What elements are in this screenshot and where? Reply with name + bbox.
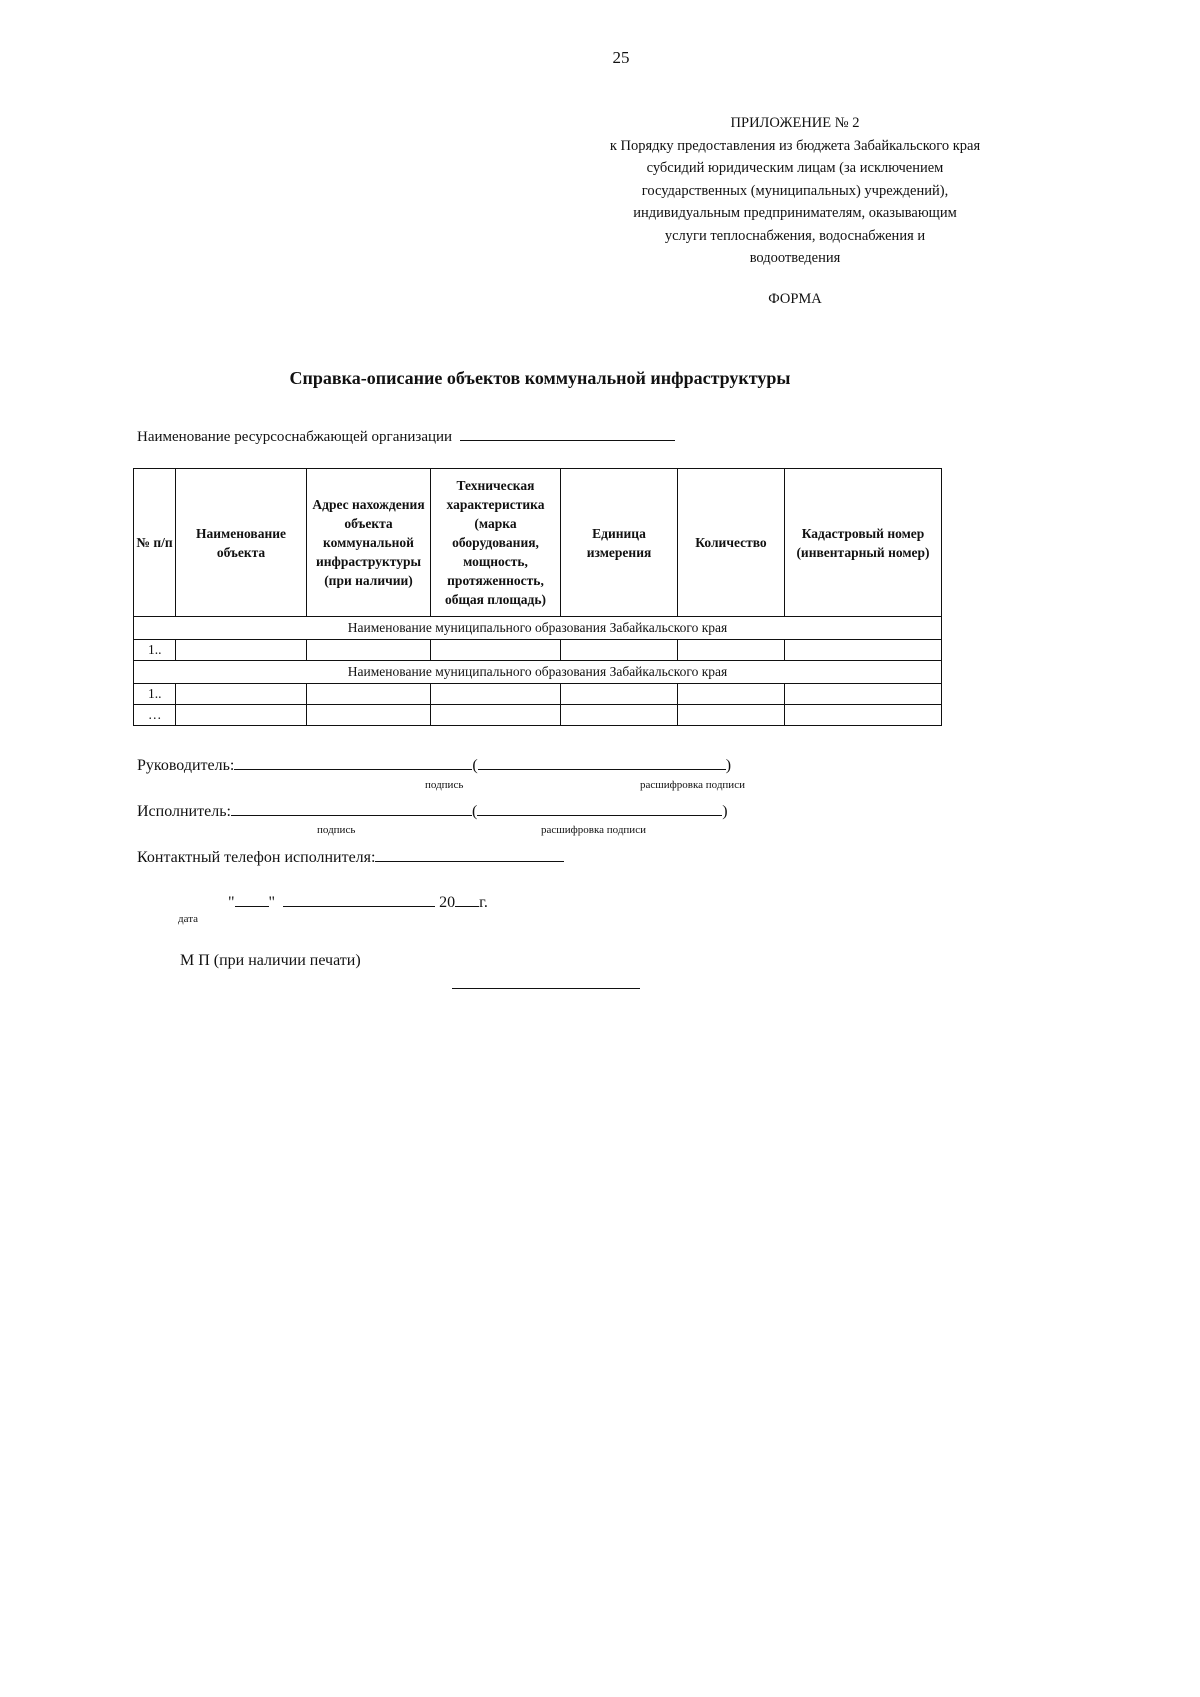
date-quote: " <box>268 894 276 911</box>
executor-decoding-blank[interactable] <box>477 800 722 816</box>
table-row <box>134 684 942 705</box>
executor-signature-line <box>137 800 728 821</box>
executor-label: Исполнитель: <box>137 803 231 820</box>
date-caption: дата <box>178 913 199 925</box>
table-cell[interactable] <box>678 640 785 661</box>
appendix-line: водоотведения <box>749 250 841 266</box>
phone-label: Контактный телефон исполнителя: <box>137 849 376 866</box>
objects-table <box>133 468 942 726</box>
row-number: 1.. <box>134 684 176 705</box>
table-cell[interactable] <box>307 705 431 726</box>
municipality-label: Наименование муниципального образования Забайкальского края <box>134 617 942 640</box>
table-cell[interactable] <box>561 640 678 661</box>
document-title: Справка-описание объектов коммунальной инфраструктуры <box>289 368 791 388</box>
table-cell[interactable] <box>307 640 431 661</box>
table-cell[interactable] <box>307 684 431 705</box>
phone-blank[interactable] <box>375 846 564 862</box>
date-day-blank[interactable] <box>235 891 269 907</box>
table-group-row <box>134 661 942 684</box>
table-row <box>134 640 942 661</box>
table-cell[interactable] <box>785 705 942 726</box>
row-number: … <box>134 705 176 726</box>
signature-caption: подпись <box>425 779 464 791</box>
table-cell[interactable] <box>678 684 785 705</box>
organization-line <box>137 425 675 446</box>
open-paren: ( <box>471 803 478 820</box>
stamp-note: М П (при наличии печати) <box>180 952 361 969</box>
header-unit: Единица измерения <box>561 469 678 617</box>
appendix-header <box>560 112 1030 270</box>
head-label: Руководитель: <box>137 757 235 774</box>
table-cell[interactable] <box>785 640 942 661</box>
appendix-line: индивидуальным предпринимателям, оказывающим <box>633 205 957 221</box>
table-cell[interactable] <box>176 640 307 661</box>
table-group-row <box>134 617 942 640</box>
appendix-line: субсидий юридическим лицам (за исключением <box>646 160 944 176</box>
date-year-prefix: 20 <box>439 894 456 911</box>
decoding-caption: расшифровка подписи <box>640 779 745 791</box>
page-number: 25 <box>612 48 630 67</box>
date-month-blank[interactable] <box>283 891 435 907</box>
header-object-name: Наименование объекта <box>176 469 307 617</box>
close-paren: ) <box>722 803 728 820</box>
table-cell[interactable] <box>561 705 678 726</box>
form-label: ФОРМА <box>768 291 822 307</box>
table-cell[interactable] <box>176 705 307 726</box>
header-number: № п/п <box>134 469 176 617</box>
phone-line <box>137 846 564 867</box>
organization-label: Наименование ресурсоснабжающей организации <box>137 429 453 445</box>
appendix-line: услуги теплоснабжения, водоснабжения и <box>664 227 926 244</box>
date-year-suffix: г. <box>479 894 488 911</box>
municipality-label: Наименование муниципального образования Забайкальского края <box>134 661 942 684</box>
table-header-row <box>134 469 942 617</box>
header-cadastral-number: Кадастровый номер (инвентарный номер) <box>785 469 942 617</box>
head-decoding-blank[interactable] <box>478 754 726 770</box>
head-signature-line <box>137 754 731 775</box>
head-signature-blank[interactable] <box>234 754 472 770</box>
header-quantity: Количество <box>678 469 785 617</box>
date-line <box>228 891 488 912</box>
open-paren: ( <box>472 757 478 774</box>
header-address: Адрес нахождения объекта коммунальной инфраструктуры (при наличии) <box>307 469 431 617</box>
end-rule <box>452 988 640 989</box>
appendix-line: к Порядку предоставления из бюджета Забайкальского края <box>609 137 981 154</box>
table-cell[interactable] <box>785 684 942 705</box>
appendix-line: ПРИЛОЖЕНИЕ № 2 <box>730 115 860 131</box>
header-technical-specs: Техническая характеристика (марка оборудования, мощность, протяженность, общая площадь) <box>431 469 561 617</box>
organization-blank[interactable] <box>460 425 675 441</box>
decoding-caption: расшифровка подписи <box>541 824 646 836</box>
table-row <box>134 705 942 726</box>
table-cell[interactable] <box>678 705 785 726</box>
appendix-line: государственных (муниципальных) учреждений), <box>641 182 949 199</box>
date-quote: " <box>228 894 235 911</box>
table-cell[interactable] <box>176 684 307 705</box>
row-number: 1.. <box>134 640 176 661</box>
date-year-blank[interactable] <box>455 891 479 907</box>
table-cell[interactable] <box>431 705 561 726</box>
table-cell[interactable] <box>431 684 561 705</box>
signature-caption: подпись <box>317 824 356 836</box>
close-paren: ) <box>725 757 732 774</box>
table-cell[interactable] <box>431 640 561 661</box>
executor-signature-blank[interactable] <box>231 800 472 816</box>
table-cell[interactable] <box>561 684 678 705</box>
